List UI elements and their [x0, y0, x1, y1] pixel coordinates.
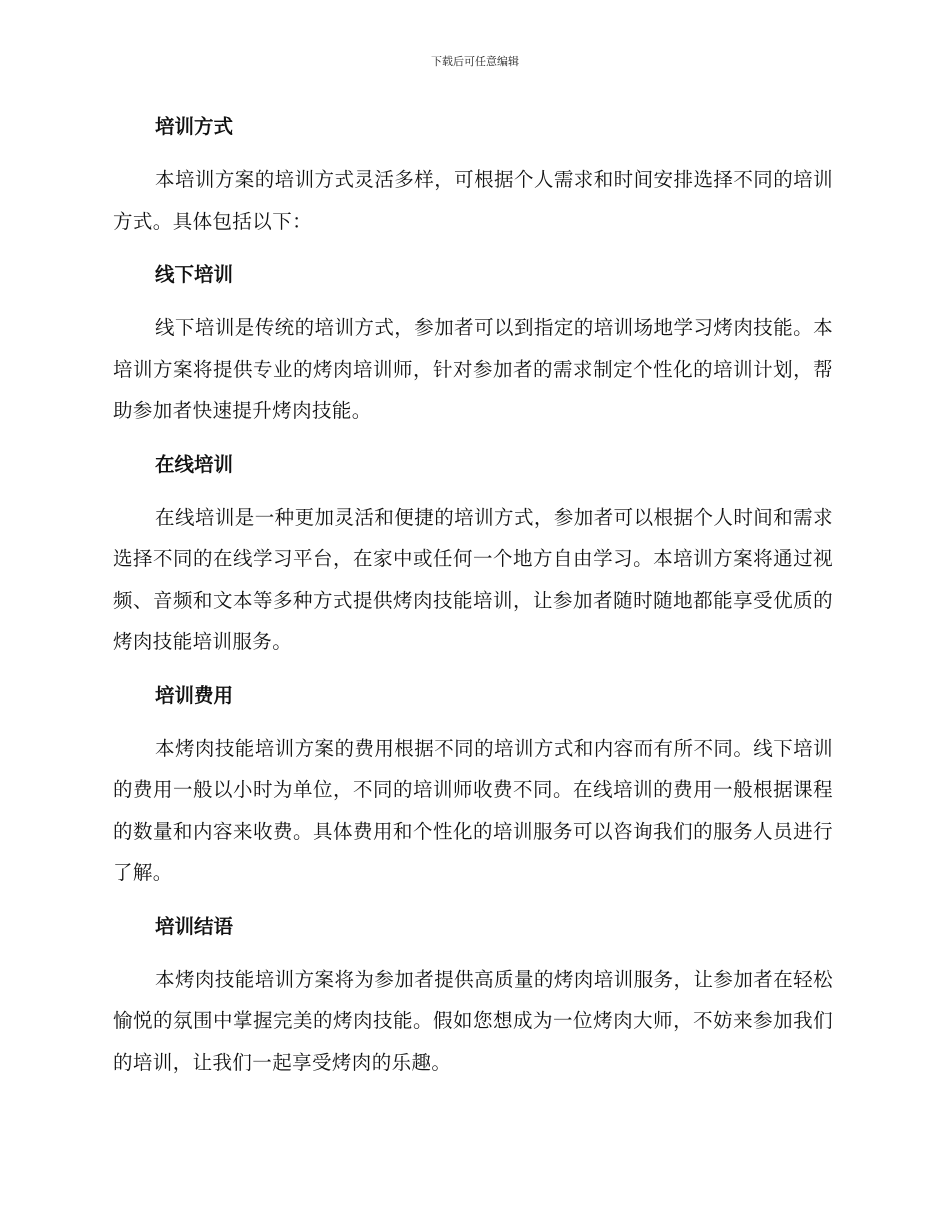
section-heading-training-method: 培训方式 — [155, 115, 234, 138]
section-heading-offline-training: 线下培训 — [155, 263, 234, 286]
section-paragraph-conclusion: 本烤肉技能培训方案将为参加者提供高质量的烤肉培训服务，让参加者在轻松愉悦的氛围中掌握完美的烤肉技能。假如您想成为一位烤肉大师，不妨来参加我们的培训，让我们一起享受烤肉的乐趣。 — [113, 967, 833, 1074]
section-paragraph-training-method: 本培训方案的培训方式灵活多样，可根据个人需求和时间安排选择不同的培训方式。具体包括以下： — [113, 168, 833, 233]
section-paragraph-training-fees: 本烤肉技能培训方案的费用根据不同的培训方式和内容而有所不同。线下培训的费用一般以小时为单位，不同的培训师收费不同。在线培训的费用一般根据课程的数量和内容来收费。具体费用和个性化的培训服务可以咨询我们的服务人员进行了解。 — [113, 736, 833, 884]
section-paragraph-offline-training: 线下培训是传统的培训方式，参加者可以到指定的培训场地学习烤肉技能。本培训方案将提供专业的烤肉培训师，针对参加者的需求制定个性化的培训计划，帮助参加者快速提升烤肉技能。 — [113, 316, 833, 422]
document-body — [113, 106, 833, 1095]
section-paragraph-online-training: 在线培训是一种更加灵活和便捷的培训方式，参加者可以根据个人时间和需求选择不同的在线学习平台，在家中或任何一个地方自由学习。本培训方案将通过视频、音频和文本等多种方式提供烤肉技能培训，让参加者随时随地都能享受优质的烤肉技能培训服务。 — [113, 505, 833, 653]
page-header: 下载后可任意编辑 — [431, 55, 519, 68]
section-heading-conclusion: 培训结语 — [155, 914, 234, 938]
section-heading-training-fees: 培训费用 — [155, 683, 234, 707]
section-heading-online-training: 在线培训 — [155, 452, 234, 476]
